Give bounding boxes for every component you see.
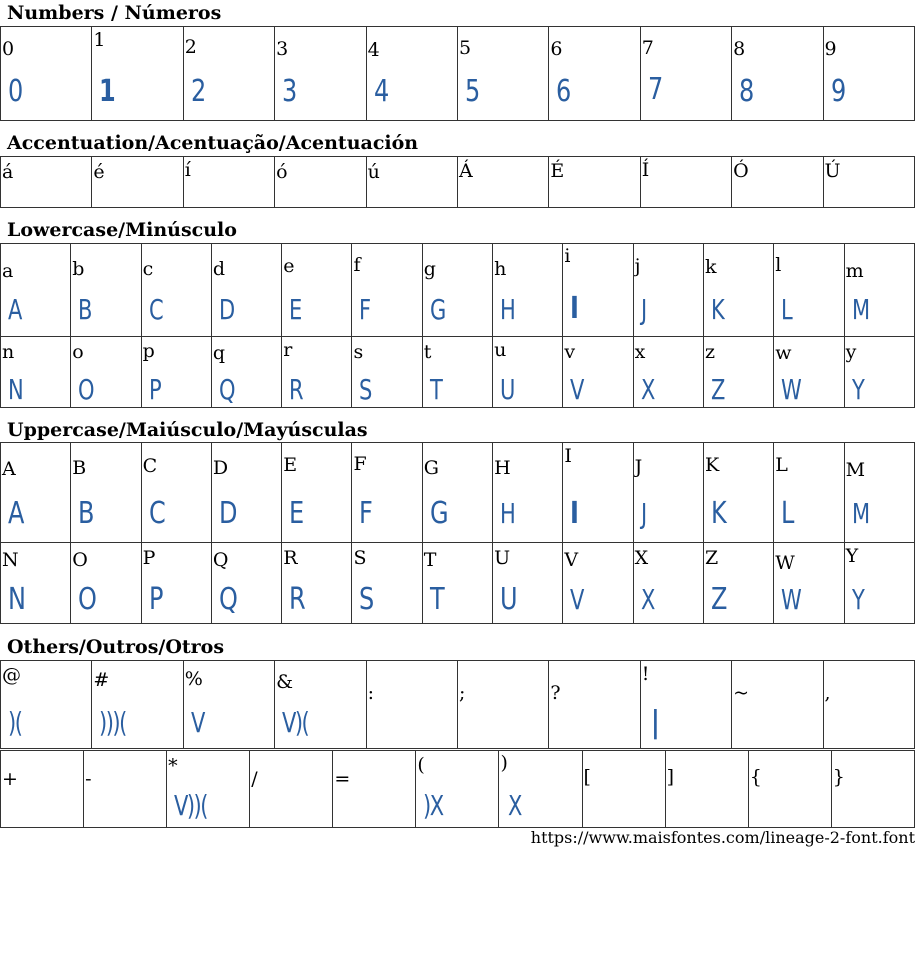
letter-cell — [703, 337, 773, 408]
accent-cell — [366, 157, 457, 208]
glyph-sample: 3 — [282, 74, 296, 109]
letter-cell — [141, 543, 211, 624]
char-label: c — [142, 258, 154, 280]
char-label: L — [775, 454, 788, 476]
char-label: t — [423, 341, 432, 363]
glyph-sample: Y — [851, 583, 863, 616]
glyph-sample: 5 — [464, 74, 479, 109]
char-label: 9 — [824, 38, 837, 60]
symbol-cell — [732, 661, 823, 749]
char-label: s — [353, 341, 364, 363]
symbol-cell — [665, 751, 748, 828]
letter-cell — [211, 337, 281, 408]
glyph-sample: U — [500, 373, 514, 406]
letter-cell — [633, 543, 703, 624]
glyph-sample: X — [640, 583, 654, 616]
letter-cell — [422, 443, 492, 543]
glyph-sample: T — [429, 582, 443, 617]
letter-cell — [844, 543, 914, 624]
glyph-sample: R — [289, 373, 303, 406]
letter-cell — [703, 543, 773, 624]
glyph-sample: D — [218, 496, 236, 531]
lowercase-row-1 — [1, 244, 915, 337]
glyph-sample: M — [851, 497, 869, 530]
char-label: w — [775, 342, 792, 364]
glyph-sample: P — [148, 582, 162, 617]
char-label: ! — [641, 663, 650, 685]
char-label: 8 — [733, 38, 746, 60]
char-label: # — [93, 669, 110, 691]
glyph-sample: 6 — [556, 74, 571, 109]
char-label: ( — [417, 754, 425, 776]
glyph-sample: B — [78, 496, 94, 531]
char-label: é — [93, 161, 105, 183]
char-label: m — [845, 260, 864, 282]
glyph-sample: )X — [423, 789, 443, 822]
section-title-accents: Accentuation/Acentuação/Acentuación — [7, 132, 419, 154]
letter-cell — [774, 337, 844, 408]
glyph-sample: S — [359, 582, 374, 617]
letter-cell — [844, 443, 914, 543]
letter-cell — [71, 244, 141, 337]
glyph-sample: 2 — [190, 74, 205, 109]
char-label: ó — [276, 161, 288, 183]
letter-cell — [352, 443, 422, 543]
glyph-sample: O — [78, 582, 96, 617]
glyph-sample: M — [851, 293, 869, 326]
symbol-cell — [549, 661, 640, 749]
char-label: 7 — [641, 37, 654, 59]
letter-cell — [563, 543, 633, 624]
glyph-sample: Y — [851, 373, 863, 406]
number-cell — [92, 27, 183, 121]
letter-cell — [633, 244, 703, 337]
char-label: 0 — [2, 38, 15, 60]
char-label: O — [72, 549, 88, 571]
char-label: @ — [2, 664, 21, 686]
char-label: ? — [550, 682, 561, 704]
char-label: U — [494, 547, 511, 569]
char-label: X — [634, 547, 649, 569]
char-label: : — [367, 682, 374, 704]
symbol-cell — [366, 661, 457, 749]
char-label: S — [353, 547, 367, 569]
symbol-cell — [831, 751, 914, 828]
char-label: C — [142, 455, 158, 477]
letter-cell — [493, 337, 563, 408]
number-cell — [1, 27, 92, 121]
char-label: { — [749, 766, 762, 788]
char-label: I — [564, 445, 572, 467]
glyph-sample: I — [570, 496, 578, 531]
char-label: r — [283, 339, 293, 361]
char-label: 1 — [93, 29, 106, 51]
glyph-sample: K — [710, 293, 724, 326]
glyph-sample: V — [570, 583, 584, 616]
symbol-cell — [582, 751, 665, 828]
glyph-sample: G — [429, 293, 445, 326]
glyph-sample: 9 — [830, 74, 845, 109]
char-label: / — [251, 768, 258, 790]
letter-cell — [422, 543, 492, 624]
symbol-cell — [416, 751, 499, 828]
symbol-cell — [1, 751, 84, 828]
char-label: J — [634, 456, 643, 478]
char-label: B — [72, 457, 87, 479]
accent-cell — [732, 157, 823, 208]
char-label: - — [85, 768, 92, 790]
char-label: 5 — [458, 37, 472, 59]
letter-cell — [493, 543, 563, 624]
glyph-sample: E — [289, 496, 303, 531]
glyph-sample: H — [500, 293, 515, 326]
letter-cell — [211, 443, 281, 543]
char-label: Ó — [733, 160, 749, 182]
char-label: 2 — [184, 36, 197, 58]
glyph-sample: R — [289, 582, 305, 617]
letter-cell — [493, 244, 563, 337]
letter-cell — [563, 244, 633, 337]
glyph-sample: A — [8, 496, 23, 531]
glyph-sample: X — [640, 373, 654, 406]
letter-cell — [422, 244, 492, 337]
char-label: a — [2, 260, 14, 282]
char-label: á — [2, 161, 14, 183]
char-label: W — [775, 552, 795, 574]
symbol-cell — [84, 751, 167, 828]
glyph-sample: T — [429, 373, 442, 406]
glyph-sample: W — [781, 373, 801, 406]
letter-cell — [774, 443, 844, 543]
char-label: ú — [367, 161, 380, 183]
char-label: = — [334, 768, 351, 790]
glyph-sample: 4 — [373, 74, 388, 109]
accent-cell — [275, 157, 366, 208]
accent-cell — [457, 157, 548, 208]
glyph-sample: B — [78, 293, 92, 326]
symbol-cell — [275, 661, 366, 749]
letter-cell — [844, 244, 914, 337]
glyph-sample: C — [148, 496, 164, 531]
glyph-sample: Z — [710, 373, 724, 406]
symbol-cell — [250, 751, 333, 828]
char-label: í — [184, 159, 191, 181]
letter-cell — [633, 337, 703, 408]
char-label: Í — [641, 159, 650, 181]
glyph-sample: S — [359, 373, 372, 406]
number-cell — [183, 27, 274, 121]
symbol-cell — [167, 751, 250, 828]
number-cell — [640, 27, 731, 121]
char-label: y — [845, 341, 857, 363]
section-title-uppercase: Uppercase/Maiúsculo/Mayúsculas — [7, 419, 368, 441]
glyph-sample: L — [781, 293, 792, 326]
others-table-2 — [0, 750, 915, 828]
letter-cell — [282, 337, 352, 408]
char-label: V — [564, 549, 579, 571]
char-label: A — [2, 458, 16, 480]
char-label: ; — [458, 682, 466, 704]
char-label: T — [423, 549, 437, 571]
letter-cell — [493, 443, 563, 543]
accents-table — [0, 156, 915, 208]
letter-cell — [141, 337, 211, 408]
section-title-others: Others/Outros/Otros — [7, 636, 225, 658]
glyph-sample: 0 — [8, 74, 22, 109]
letter-cell — [1, 543, 71, 624]
char-label: [ — [583, 766, 591, 788]
symbol-cell — [748, 751, 831, 828]
lowercase-row-2 — [1, 337, 915, 408]
char-label: l — [775, 254, 782, 276]
char-label: 3 — [276, 38, 289, 60]
glyph-sample: V — [190, 706, 204, 739]
char-label: H — [494, 457, 511, 479]
char-label: & — [276, 671, 294, 693]
symbol-cell — [457, 661, 548, 749]
char-label: ~ — [733, 682, 750, 704]
glyph-sample: O — [78, 373, 94, 406]
glyph-sample: V))( — [174, 789, 208, 822]
symbol-cell — [333, 751, 416, 828]
glyph-sample: V)( — [282, 706, 309, 739]
number-cell — [823, 27, 914, 121]
char-label: z — [704, 341, 715, 363]
char-label: q — [212, 342, 226, 364]
source-url: https://www.maisfontes.com/lineage-2-font.font — [530, 828, 915, 847]
section-title-numbers: Numbers / Números — [7, 2, 222, 24]
char-label: + — [2, 768, 18, 790]
char-label: Y — [845, 545, 859, 567]
glyph-sample: U — [500, 582, 517, 617]
letter-cell — [211, 244, 281, 337]
numbers-table — [0, 26, 915, 121]
char-label: N — [2, 549, 19, 571]
uppercase-row-1 — [1, 443, 915, 543]
accent-cell — [1, 157, 92, 208]
glyph-sample: E — [289, 293, 301, 326]
letter-cell — [352, 543, 422, 624]
glyph-sample: K — [710, 496, 726, 531]
glyph-sample: 8 — [739, 74, 753, 109]
letter-cell — [563, 337, 633, 408]
glyph-sample: D — [218, 293, 234, 326]
glyph-sample: L — [781, 496, 794, 531]
glyph-sample: )))( — [99, 706, 127, 739]
glyph-sample: J — [640, 497, 646, 530]
char-label: % — [184, 668, 203, 690]
char-label: x — [634, 341, 646, 363]
glyph-sample: H — [500, 497, 515, 530]
letter-cell — [422, 337, 492, 408]
glyph-sample: W — [781, 583, 801, 616]
char-label: d — [212, 258, 226, 280]
glyph-sample: Z — [710, 582, 726, 617]
number-cell — [457, 27, 548, 121]
char-label: Z — [704, 547, 719, 569]
glyph-sample: F — [359, 496, 372, 531]
char-label: R — [283, 547, 298, 569]
symbol-cell — [1, 661, 92, 749]
char-label: D — [212, 457, 229, 479]
char-label: f — [353, 254, 361, 276]
char-label: h — [494, 258, 507, 280]
letter-cell — [703, 244, 773, 337]
glyph-sample: 1 — [99, 74, 115, 109]
char-label: } — [832, 766, 845, 788]
glyph-sample: Q — [218, 373, 234, 406]
glyph-sample: I — [570, 291, 578, 326]
letter-cell — [352, 337, 422, 408]
letter-cell — [211, 543, 281, 624]
char-label: g — [423, 258, 436, 280]
symbol-cell — [640, 661, 731, 749]
letter-cell — [1, 337, 71, 408]
number-cell — [732, 27, 823, 121]
number-cell — [366, 27, 457, 121]
char-label: e — [283, 255, 295, 277]
uppercase-row-2 — [1, 543, 915, 624]
letter-cell — [71, 543, 141, 624]
glyph-sample: C — [148, 293, 162, 326]
glyph-sample: G — [429, 496, 447, 531]
glyph-sample: )( — [8, 706, 22, 739]
letter-cell — [563, 443, 633, 543]
letter-cell — [141, 244, 211, 337]
letter-cell — [703, 443, 773, 543]
char-label: E — [283, 454, 298, 476]
accent-cell — [183, 157, 274, 208]
section-title-lowercase: Lowercase/Minúsculo — [7, 219, 237, 241]
glyph-sample: P — [148, 373, 160, 406]
glyph-sample: J — [640, 293, 646, 326]
char-label: b — [72, 258, 85, 280]
char-label: o — [72, 341, 84, 363]
char-label: u — [494, 339, 507, 361]
letter-cell — [774, 244, 844, 337]
char-label: É — [550, 160, 565, 182]
letter-cell — [141, 443, 211, 543]
char-label: P — [142, 547, 156, 569]
others-table-1 — [0, 660, 915, 749]
glyph-sample: | — [650, 705, 658, 740]
symbol-cell — [499, 751, 582, 828]
letter-cell — [1, 244, 71, 337]
char-label: i — [564, 245, 571, 267]
char-label: Á — [458, 160, 473, 182]
accent-cell — [823, 157, 914, 208]
letter-cell — [71, 337, 141, 408]
char-label: ] — [666, 766, 675, 788]
letter-cell — [774, 543, 844, 624]
glyph-sample: A — [8, 293, 21, 326]
glyph-sample: X — [508, 789, 522, 822]
accent-cell — [92, 157, 183, 208]
glyph-sample: Q — [218, 582, 237, 617]
char-label: F — [353, 453, 367, 475]
char-label: k — [704, 256, 717, 278]
char-label: n — [2, 341, 15, 363]
char-label: j — [634, 255, 641, 277]
glyph-sample: N — [8, 582, 25, 617]
letter-cell — [282, 443, 352, 543]
uppercase-table — [0, 442, 915, 624]
char-label: ) — [500, 752, 508, 774]
symbol-cell — [183, 661, 274, 749]
letter-cell — [352, 244, 422, 337]
letter-cell — [633, 443, 703, 543]
char-label: * — [168, 755, 178, 777]
symbol-cell — [823, 661, 914, 749]
char-label: Ú — [824, 160, 841, 182]
glyph-sample: V — [570, 373, 584, 406]
char-label: 4 — [367, 39, 380, 61]
glyph-sample: 7 — [647, 72, 662, 107]
char-label: 6 — [550, 38, 563, 60]
letter-cell — [1, 443, 71, 543]
number-cell — [549, 27, 640, 121]
accent-cell — [549, 157, 640, 208]
char-label: Q — [212, 549, 229, 571]
char-label: , — [824, 682, 831, 704]
letter-cell — [71, 443, 141, 543]
char-label: p — [142, 340, 155, 362]
number-cell — [275, 27, 366, 121]
char-label: G — [423, 457, 439, 479]
symbol-cell — [92, 661, 183, 749]
lowercase-table — [0, 243, 915, 408]
char-label: v — [564, 341, 576, 363]
letter-cell — [844, 337, 914, 408]
char-label: M — [845, 459, 866, 481]
glyph-sample: F — [359, 293, 371, 326]
char-label: K — [704, 454, 720, 476]
accent-cell — [640, 157, 731, 208]
letter-cell — [282, 543, 352, 624]
glyph-sample: N — [8, 373, 23, 406]
letter-cell — [282, 244, 352, 337]
